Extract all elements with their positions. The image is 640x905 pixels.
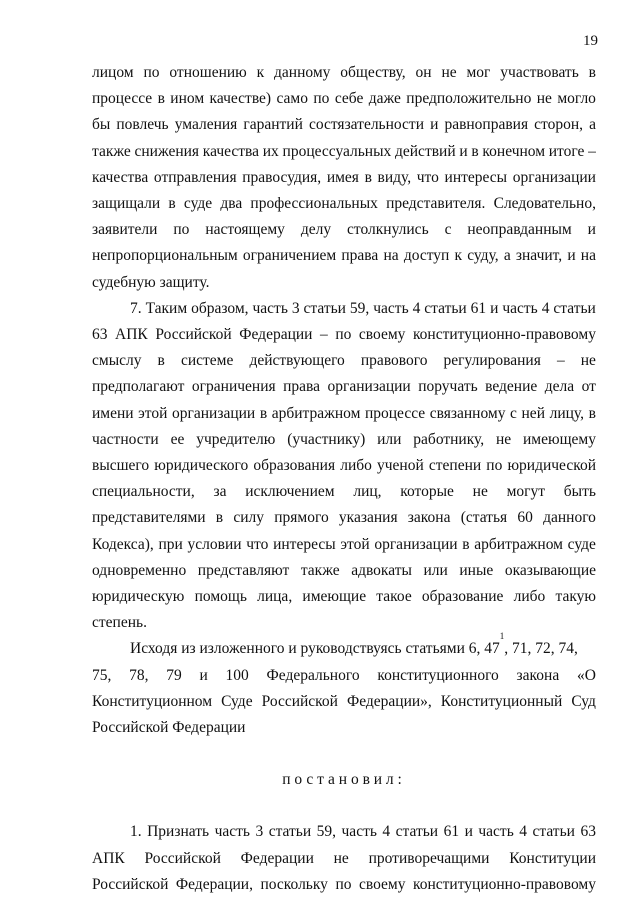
text-word: этой [340,535,370,553]
text-word: лицом [92,64,134,81]
text-word: 75, [92,666,112,684]
text-word: заявители [92,221,158,239]
text-word: итоге [548,142,585,160]
paragraph-7-line [92,584,596,610]
text-word: Российской [261,692,338,710]
continuation-line [92,191,596,217]
text-word: юридическую [92,588,185,606]
heading-spacer-top [92,741,596,767]
text-word: и [459,142,468,160]
text-word: Суде [221,692,253,710]
text-word: Конституции [509,849,596,867]
text-word: судебную защиту. [92,273,210,291]
text-word: и [490,299,499,317]
text-word: образом, [191,299,249,317]
text-word: значит, [515,247,563,265]
text-word: себе [334,90,364,108]
text-word: арбитражном [474,535,563,553]
text-word: статьи [553,299,596,317]
paragraph-7-line [92,427,596,453]
continuation-line [92,165,596,191]
text-word: статьи [532,823,575,841]
text-word: ведение [485,378,538,396]
text-word: имеющему [523,430,596,448]
text-word: непропорциональным [92,247,238,265]
text-word: данного [543,509,596,527]
paragraph-7-line [92,505,596,531]
text-word: суду, [467,247,499,265]
text-word: силу [233,509,265,527]
text-word: и [587,221,596,239]
text-word: связанному [429,404,506,422]
text-word: их [262,142,279,160]
text-word: Федерации», [346,692,432,710]
text-word: «О [576,666,596,684]
text-word: к [256,64,265,81]
text-word: в [168,195,176,213]
text-word: в [259,404,268,422]
text-word: умаления [174,116,238,134]
paragraph-7-line [92,558,596,584]
text-word: ином [170,90,205,108]
heading-spacer-bottom [92,793,596,819]
text-word: процессуальных [282,142,392,160]
text-word: равноправия [444,116,529,134]
continuation-line [92,86,596,112]
text-word: арбитражном [271,404,361,422]
text-word: Признать [147,823,210,841]
text-word: 4 [541,299,550,317]
continuation-line [92,217,596,243]
text-word: такое [376,588,412,606]
text-word: указания [338,509,398,527]
text-word: такую [555,588,596,606]
text-word: организации [327,378,411,396]
text-word: и [567,247,576,265]
text-word: 79 [166,666,182,684]
text-word: – [320,326,328,344]
text-word: 59, [349,299,370,317]
text-word: дела [544,378,575,396]
text-word: суде [183,195,213,213]
text-word: своему [358,326,406,344]
text-word: по [313,90,330,108]
paragraph-7-line [92,479,596,505]
basis-line-1-tail: , 71, 72, 74, [504,640,578,658]
text-word: в [215,509,224,527]
text-word: лица, [257,588,293,606]
text-word: суде [567,535,596,553]
text-word: само [276,90,308,108]
text-word: конституционно-правовому [412,326,596,344]
text-word: одновременно [92,561,187,579]
text-word: по [335,875,352,893]
text-word: 63 [580,823,596,841]
text-word: не [333,849,349,867]
text-word: быть [563,483,596,501]
text-word: от [581,378,596,396]
text-word: Суд [571,692,596,710]
text-word: системе [180,352,234,370]
text-word: степени [428,457,482,475]
text-word: лиц, [353,483,382,501]
article-superscript: 1 [499,631,505,642]
text-word: предположительно [406,90,532,108]
text-word: имеющие [302,588,367,606]
text-word: организации [374,535,458,553]
text-word: права [341,247,379,265]
text-word: 4 [412,299,421,317]
text-word: 4 [519,823,527,841]
text-word: также [300,561,340,579]
text-word: этой [138,404,168,422]
text-word: лицу, [549,404,584,422]
text-word: представителями [92,509,206,527]
text-word: статьи [395,823,439,841]
text-word: АПК [115,326,148,344]
text-word: процессе [92,90,153,108]
text-word: интересы [273,535,336,553]
text-word: мог [466,64,491,81]
text-word: 63 [92,326,108,344]
text-word: неоправданным [467,221,572,239]
text-word: либо [513,588,546,606]
text-word: организации [512,168,596,186]
text-word: качества [202,142,260,160]
text-word: по [486,457,503,475]
paragraph-7-line [92,322,596,348]
text-word: частности [92,430,159,448]
text-word: обществу, [340,64,406,81]
text-word: он [415,64,432,81]
text-word: участвовать [500,64,579,81]
text-word: статьи [424,299,467,317]
text-word: адвокаты [351,561,412,579]
text-word: на [383,247,399,265]
text-word: в [462,535,470,553]
text-word: 3 [291,299,300,317]
text-word: два [220,195,243,213]
text-word: часть [502,299,538,317]
text-word: Конституционном [92,692,213,710]
text-word: качестве) [209,90,272,108]
text-word: по [335,326,352,344]
text-word: смыслу [92,352,142,370]
text-word: противоречащими [368,849,490,867]
paragraph-7-line [92,453,596,479]
text-word: ограничения [191,378,276,396]
text-word: гарантий [243,116,303,134]
text-word: могло [557,90,596,108]
text-word: и [430,116,439,134]
text-word: снижения [134,142,200,160]
text-word: 7. [130,299,142,317]
text-word: защищали [92,195,161,213]
text-word: состязательности [308,116,425,134]
continuation-line [92,112,596,138]
text-word: высшего [92,457,150,475]
text-word: конституционного [377,666,499,684]
text-word: виду, [377,168,412,186]
text-word: за [213,483,227,501]
text-word: правового [360,352,428,370]
resolution-item-1 [92,819,596,898]
text-word: в [471,142,479,160]
text-word: с [444,221,452,239]
basis-line-2 [92,663,596,689]
text-word: исключением [245,483,335,501]
text-word: также [92,142,131,160]
text-word: не [472,483,488,501]
text-word: по [173,221,190,239]
text-word: ней [521,404,545,422]
text-word: конституционно-правовому [412,875,596,893]
text-word: правосудия, [242,168,322,186]
text-word: 1. [130,823,142,841]
text-word: часть [252,299,288,317]
resolution-heading: постановил: [282,771,406,789]
text-word: ученой [377,457,424,475]
paragraph-7-line [92,348,596,374]
text-word: профессиональных [250,195,378,213]
text-word: отношению [169,64,247,81]
text-word: доступ [403,247,450,265]
text-word: действий [395,142,456,160]
text-word: которые [400,483,454,501]
paragraph-7-line [92,401,596,427]
text-word: и [199,666,208,684]
text-word: 60 [517,509,533,527]
continuation-line [92,60,596,86]
resolution-item-1-line [92,846,596,872]
text-word: Федерального [266,666,360,684]
text-word: юридического [154,457,249,475]
text-word: имени [92,404,134,422]
text-word: 61 [470,299,487,317]
text-word: часть [214,823,250,841]
paragraph-basis [92,631,596,741]
text-word: в [588,404,596,422]
text-word: 61 [443,823,460,841]
text-word: действующего [249,352,345,370]
text-word: имея [326,168,359,186]
text-word: не [536,90,552,108]
text-word: регулирования [443,352,541,370]
text-word: 4 [382,823,391,841]
text-word: и [464,823,473,841]
text-word: качества [92,168,149,186]
text-word: ограничением [242,247,337,265]
text-word: или [423,561,448,579]
text-word: представляют [197,561,290,579]
document-body [92,60,596,898]
text-word: или [377,430,402,448]
text-word: а [589,116,596,134]
text-word: поскольку [260,875,328,893]
continuation-line [92,243,596,269]
text-word: права [283,378,321,396]
text-word: настоящему [205,221,285,239]
text-word: Российской [144,849,221,867]
text-word: к [454,247,463,265]
text-word: столкнулись [347,221,429,239]
text-word: помощь [194,588,247,606]
text-word: а [503,247,511,265]
resolution-item-1-line [92,872,596,898]
text-word: на [580,247,596,265]
text-word: представителя. [386,195,486,213]
text-word: 3 [255,823,264,841]
text-word: 78, [129,666,149,684]
text-word: Федерации, [175,875,253,893]
text-word: данному [274,64,331,81]
text-word: могут [506,483,546,501]
text-word: часть [478,823,514,841]
page-number: 19 [583,33,598,49]
paragraph-7-line [92,296,596,322]
basis-line-3 [92,689,596,715]
text-word: Федерации [240,849,314,867]
text-word: Кодекса), [92,535,154,553]
paragraph-continuation [92,60,596,296]
text-word: часть [373,299,409,317]
text-word: часть [341,823,377,841]
text-word: специальности, [92,483,195,501]
resolution-item-1-line [92,819,596,845]
text-word: не [441,64,457,81]
text-word: предполагают [92,378,185,396]
text-word: – [556,352,565,370]
text-word: образование [421,588,504,606]
basis-line-1 [92,631,596,662]
text-word: закона [516,666,560,684]
text-word: степень. [92,614,147,632]
text-word: Российской [92,875,169,893]
basis-line-1-text: Исходя из изложенного и руководствуясь статьями 6, 47 [130,640,500,658]
text-word: не [580,352,596,370]
text-word: оказывающие [504,561,596,579]
text-word: закона [407,509,451,527]
text-word: (участнику) [287,430,366,448]
text-word: (статья [460,509,508,527]
continuation-line [92,139,596,165]
text-word: что [416,168,439,186]
text-word: интересы [444,168,508,186]
text-word: образования [253,457,336,475]
text-word: статьи [303,299,346,317]
text-word: ее [170,430,185,448]
text-word: иные [459,561,494,579]
basis-line-4: Российской Федерации [92,719,246,737]
continuation-line [92,270,596,296]
text-word: в [157,352,165,370]
text-word: статьи [268,823,312,841]
text-word: АПК [92,849,125,867]
text-word: при [158,535,183,553]
text-word: организации [172,404,256,422]
text-word: отправления [153,168,237,186]
text-word: конечном [482,142,546,160]
text-word: юридической [507,457,596,475]
text-word: делу [300,221,332,239]
text-word: 100 [225,666,249,684]
text-word: учредителю [196,430,276,448]
text-word: поручать [418,378,478,396]
text-word: бы [92,116,111,134]
text-word: Конституционный [440,692,563,710]
text-word: либо [340,457,372,475]
text-word: что [246,535,269,553]
text-word: прямого [274,509,329,527]
text-word: Российской [155,326,232,344]
text-word: в [588,64,596,81]
text-word: работнику, [413,430,485,448]
text-word: в [157,90,165,108]
text-word: 59, [316,823,337,841]
text-word: Федерации [239,326,313,344]
text-word: – [588,142,596,160]
paragraph-7-line [92,374,596,400]
text-word: сторон, [534,116,584,134]
text-word: с [510,404,517,422]
paragraph-7-line [92,532,596,558]
text-word: в [364,168,372,186]
text-word: процессе [364,404,426,422]
text-word: своему [358,875,406,893]
text-word: по [143,64,160,81]
text-word: условии [187,535,242,553]
text-word: даже [368,90,401,108]
paragraph-7 [92,296,596,637]
text-word: Таким [145,299,188,317]
text-word: не [495,430,512,448]
text-word: повлечь [116,116,169,134]
paragraph-7-line [92,610,596,636]
text-word: Следовательно, [493,195,596,213]
